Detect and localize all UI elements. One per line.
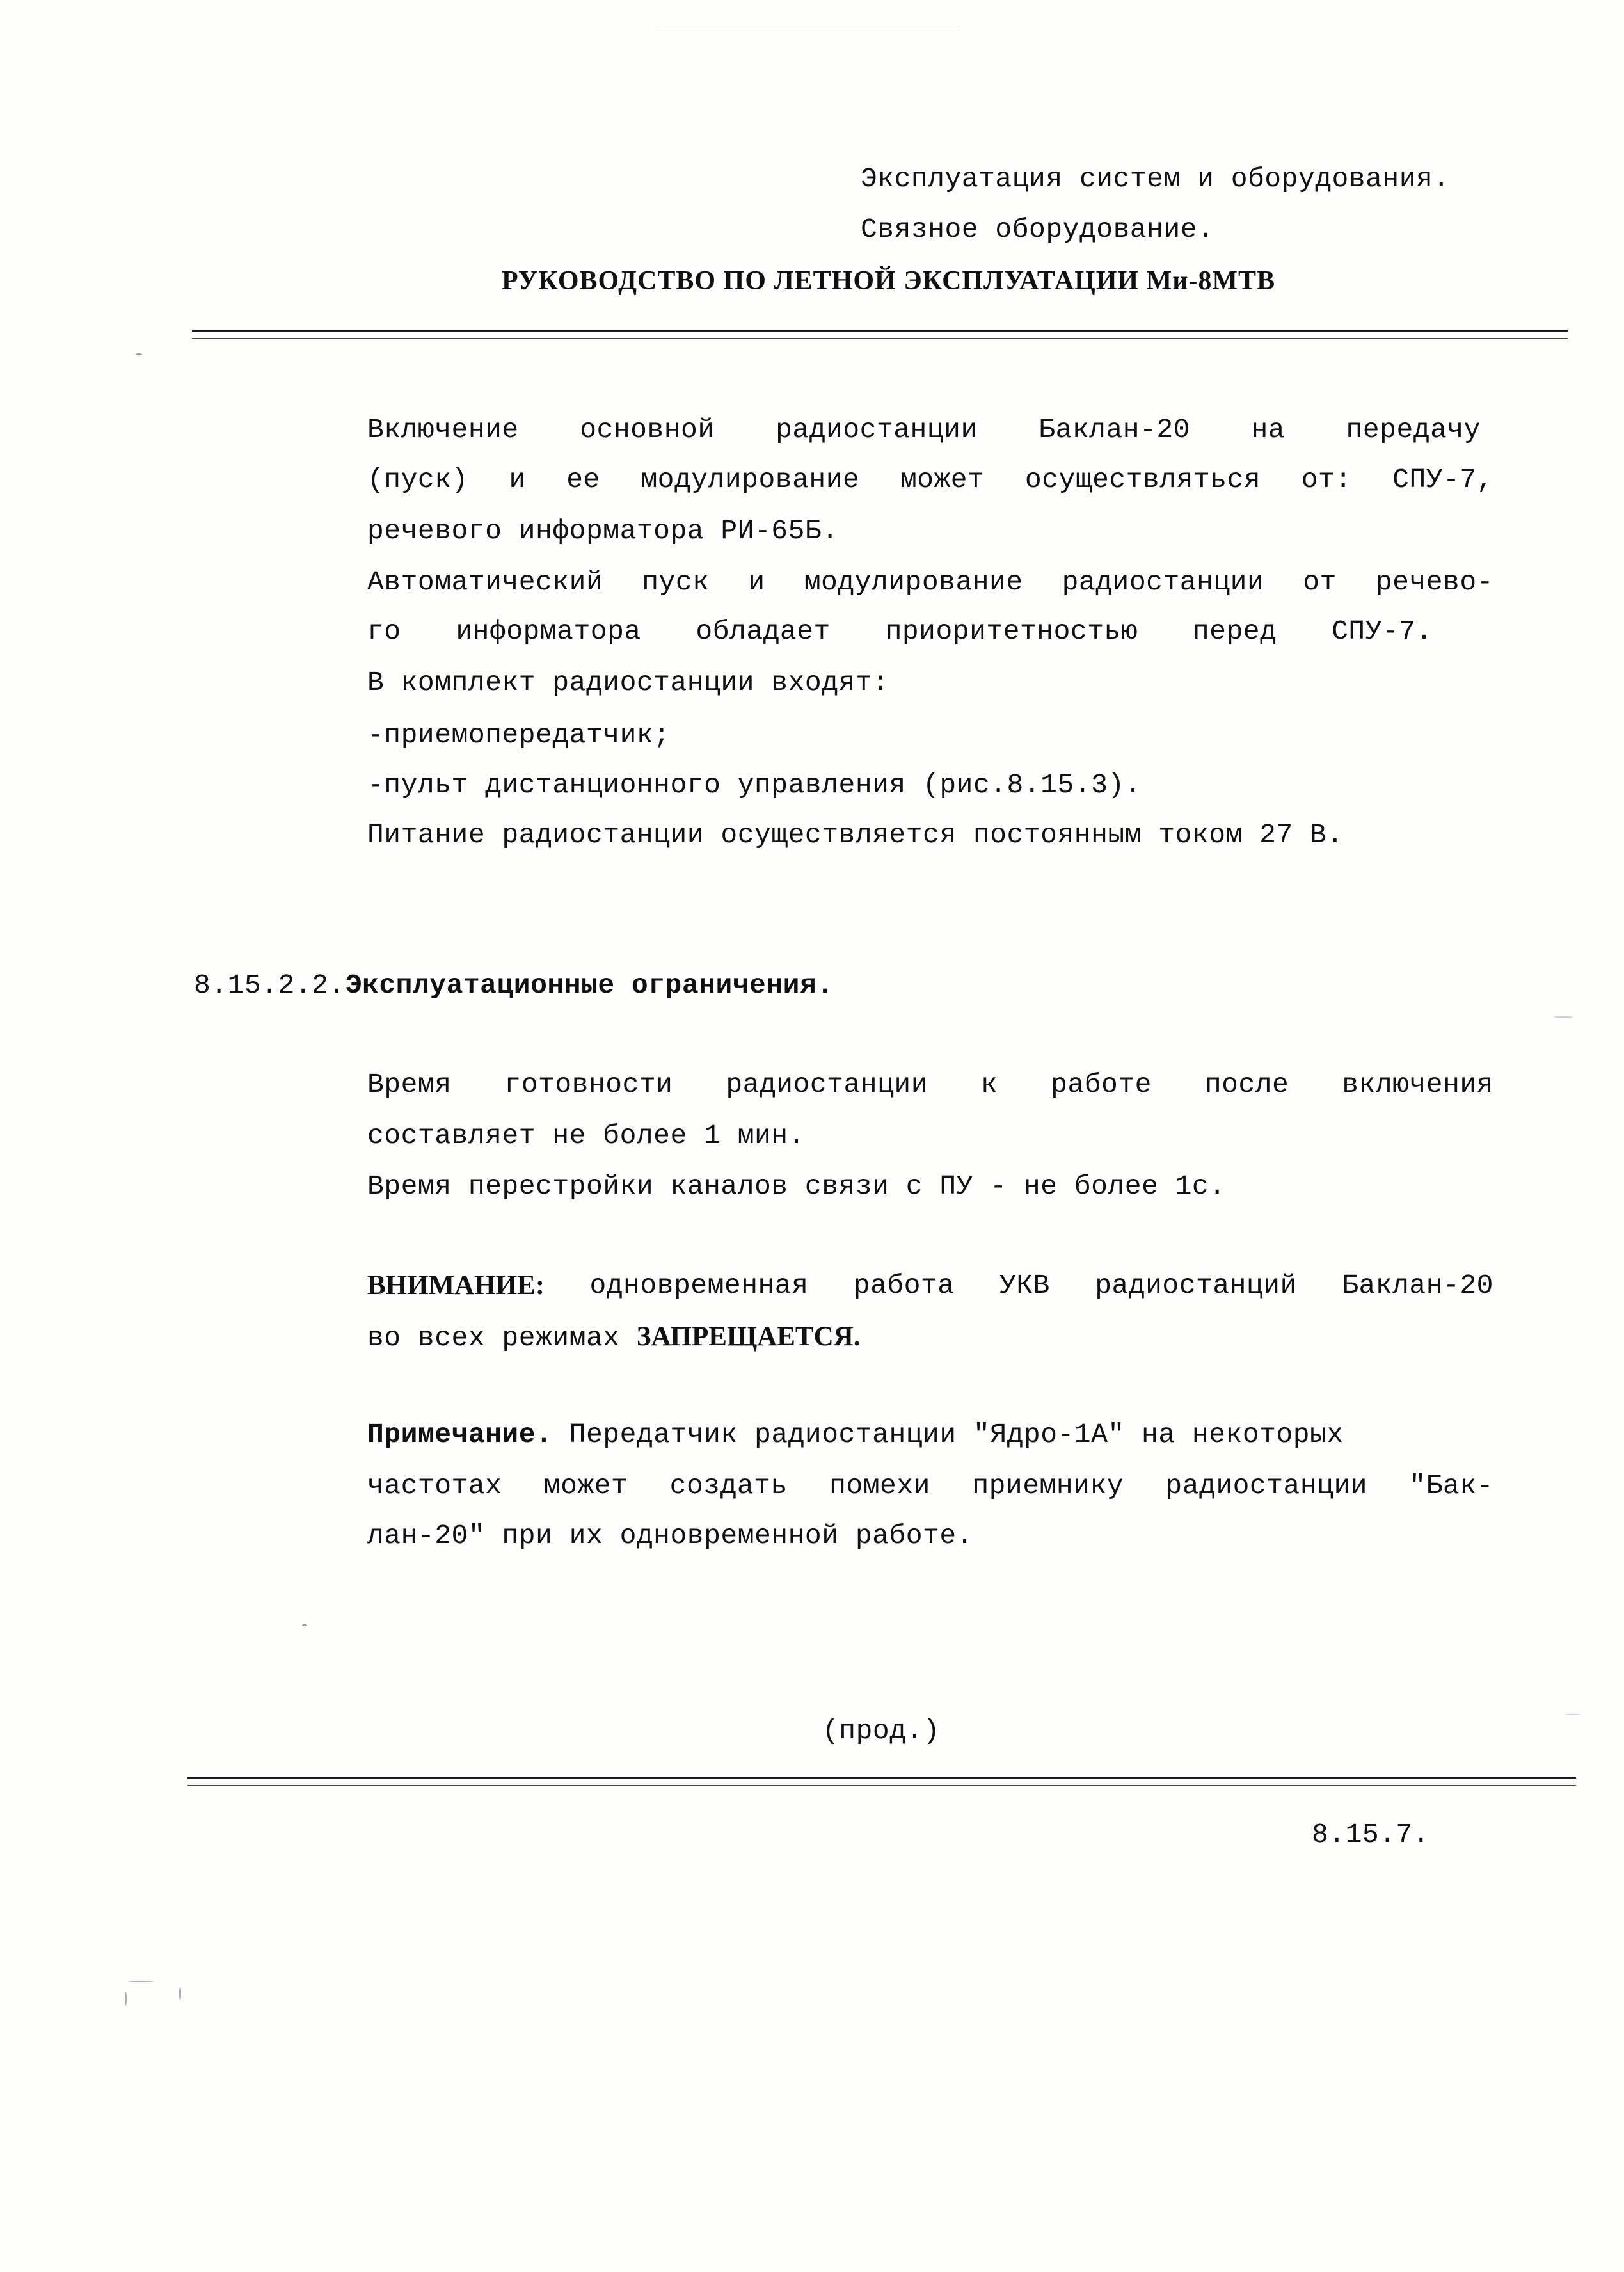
note-line-3: лан-20" при их одновременной работе.: [367, 1520, 973, 1551]
scan-speck: [125, 1992, 127, 2006]
warning-line-1: ВНИМАНИЕ: одновременная работа УКВ радиостанций Баклан-20: [367, 1270, 1493, 1301]
intro-line-3: речевого информатора РИ-65Б.: [367, 515, 839, 547]
limits-line-3: Время перестройки каналов связи с ПУ - не более 1с.: [367, 1171, 1226, 1202]
note-line-1: Примечание. Передатчик радиостанции "Ядро-1А" на некоторых: [367, 1419, 1344, 1450]
header-line-2: Связное оборудование.: [861, 214, 1214, 245]
note-label: Примечание.: [367, 1419, 553, 1450]
intro-line-5: го информатора обладает приоритетностью перед СПУ-7.: [367, 616, 1433, 647]
note-line-2: частотах может создать помехи приемнику радиостанции "Бак-: [367, 1470, 1493, 1501]
document-title: РУКОВОДСТВО ПО ЛЕТНОЙ ЭКСПЛУАТАЦИИ Ми-8МТВ: [502, 266, 1276, 296]
intro-line-7: -приемопередатчик;: [367, 719, 671, 751]
intro-line-1: Включение основной радиостанции Баклан-20 на передачу: [367, 414, 1481, 445]
intro-line-6: В комплект радиостанции входят:: [367, 667, 889, 698]
intro-line-9: Питание радиостанции осуществляется постоянным током 27 В.: [367, 819, 1344, 851]
warning-line-2: во всех режимах ЗАПРЕЩАЕТСЯ.: [367, 1322, 861, 1354]
section-heading: [194, 972, 834, 999]
page-number: 8.15.7.: [1312, 1819, 1430, 1850]
continued-label: (прод.): [822, 1715, 941, 1747]
header-line-1: Эксплуатация систем и оборудования.: [861, 163, 1450, 195]
scan-speck: [128, 1981, 154, 1982]
limits-line-2: составляет не более 1 мин.: [367, 1120, 805, 1151]
scan-speck: [136, 353, 142, 355]
footer-rule-top: [187, 1777, 1576, 1779]
scan-speck: [1564, 1714, 1581, 1715]
scan-speck: [1554, 1016, 1573, 1018]
header-rule-bottom: [192, 338, 1568, 339]
section-number: 8.15.2.2.: [194, 970, 346, 1001]
warning-prohibited: ЗАПРЕЩАЕТСЯ.: [636, 1322, 861, 1352]
limits-line-1: Время готовности радиостанции к работе после включения: [367, 1069, 1493, 1100]
scan-speck: [179, 1987, 181, 2001]
footer-rule-bottom: [187, 1785, 1576, 1786]
intro-line-2: (пуск) и ее модулирование может осуществляться от: СПУ-7,: [367, 464, 1493, 495]
intro-line-4: Автоматический пуск и модулирование радиостанции от речево-: [367, 566, 1493, 598]
scan-speck: [302, 1624, 307, 1626]
intro-line-8: -пульт дистанционного управления (рис.8.15.3).: [367, 769, 1142, 801]
section-title: Эксплуатационные ограничения.: [345, 970, 834, 1001]
warning-label: ВНИМАНИЕ:: [367, 1270, 545, 1300]
header-rule-top: [192, 330, 1568, 332]
